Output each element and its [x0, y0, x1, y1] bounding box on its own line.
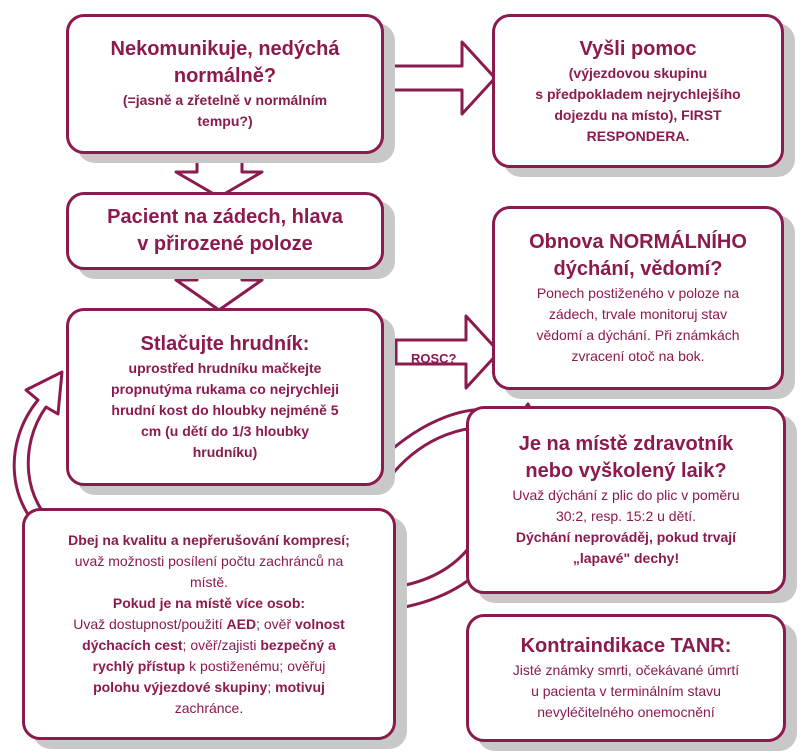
- box-trained-rescuer: [466, 406, 786, 594]
- box-trained-rescuer-line-1: Uvaž dýchání z plic do plic v poměru: [512, 487, 740, 503]
- quality-p2-line-2: [82, 635, 336, 656]
- box-chest-compressions-line-2: propnutýma rukama co nejrychleji: [111, 381, 339, 397]
- box-trained-rescuer-bold-1: Dýchání neprováděj, pokud trvají: [515, 529, 737, 545]
- arrow-start-to-help: [378, 42, 495, 114]
- box-rosc-line-4: zvracení otoč na bok.: [571, 348, 705, 364]
- box-rosc: [492, 206, 784, 390]
- box-chest-compressions-line-5: hrudníku): [192, 444, 258, 460]
- box-trained-rescuer-bold-2: „lapavé" dechy!: [572, 550, 680, 566]
- box-send-help-line-1: (výjezdovou skupinu: [568, 64, 708, 81]
- rosc-label: ROSC?: [411, 351, 457, 366]
- box-unresponsive-sub-2: tempu?): [197, 113, 253, 129]
- box-trained-rescuer-title-1: Je na místě zdravotník: [518, 433, 734, 455]
- quality-p2-line-1: [73, 614, 345, 635]
- box-patient-position: [66, 192, 384, 270]
- box-rosc-line-1: Ponech postiženého v poloze na: [536, 285, 740, 301]
- box-rosc-title-2: dýchání, vědomí?: [553, 258, 723, 280]
- quality-p1-line-2: uvaž možnosti posílení počtu zachránců na: [74, 552, 344, 569]
- box-patient-position-title-2: v přirozené poloze: [137, 233, 313, 255]
- box-contraindications-line-3: nevyléčitelného onemocnění: [537, 704, 715, 720]
- quality-p2-line-3: [93, 656, 326, 677]
- quality-p2-line-5: zachránce.: [174, 699, 244, 716]
- quality-p1-line-3: místě.: [189, 573, 229, 590]
- box-unresponsive-sub-1: (=jasně a zřetelně v normálním: [122, 92, 328, 108]
- quality-p1-line-1: Dbej na kvalitu a nepřerušování kompresí;: [68, 531, 350, 548]
- box-chest-compressions-line-3: hrudní kost do hloubky nejméně 5: [111, 402, 339, 418]
- quality-text: Uvaž dostupnost/použití: [73, 615, 227, 632]
- box-contraindications-title: Kontraindikace TANR:: [520, 635, 732, 657]
- quality-airway-1: volnost: [295, 615, 345, 632]
- box-patient-position-title-1: Pacient na zádech, hlava: [107, 206, 343, 228]
- box-contraindications-line-2: u pacienta v terminálním stavu: [531, 683, 721, 699]
- box-quality-compressions: [22, 508, 396, 740]
- quality-aed: AED: [226, 615, 257, 632]
- box-rosc-line-3: vědomí a dýchání. Při známkách: [536, 327, 740, 343]
- box-unresponsive: [66, 14, 384, 154]
- box-chest-compressions-line-4: cm (u dětí do 1/3 hloubky: [140, 423, 310, 439]
- box-unresponsive-title-2: normálně?: [173, 65, 277, 87]
- quality-p2-line-4: [93, 677, 325, 698]
- box-chest-compressions-line-1: uprostřed hrudníku mačkejte: [128, 360, 322, 376]
- box-rosc-title-1: Obnova NORMÁLNÍHO: [529, 231, 747, 253]
- quality-p2-heading: Pokud je na místě více osob:: [112, 594, 306, 611]
- box-send-help-line-2: s předpokladem nejrychlejšího: [535, 85, 741, 102]
- box-contraindications-line-1: Jisté známky smrti, očekávané úmrtí: [512, 662, 740, 678]
- box-trained-rescuer-title-2: nebo vyškolený laik?: [525, 460, 727, 482]
- quality-airway-2: dýchacích cest: [82, 636, 183, 653]
- box-rosc-line-2: zádech, trvale monitoruj stav: [548, 306, 728, 322]
- box-unresponsive-title-1: Nekomunikuje, nedýchá: [110, 38, 340, 60]
- quality-safe-access-1: bezpečný a: [260, 636, 336, 653]
- box-trained-rescuer-line-2: 30:2, resp. 15:2 u dětí.: [555, 508, 697, 524]
- box-chest-compressions-title: Stlačujte hrudník:: [140, 333, 310, 355]
- box-contraindications: [466, 614, 786, 742]
- arrow-start-to-position: [176, 150, 262, 197]
- quality-text: ;: [267, 678, 276, 695]
- box-send-help-title: Vyšli pomoc: [579, 37, 697, 60]
- quality-text: ; ověř/zajisti: [182, 636, 261, 653]
- quality-motivate: motivuj: [275, 678, 325, 695]
- quality-text: ; ověř: [256, 615, 295, 632]
- quality-text: k postiženému; ověřuj: [185, 657, 326, 674]
- box-chest-compressions: [66, 308, 384, 486]
- box-send-help-line-4: RESPONDERA.: [586, 127, 690, 144]
- box-send-help-line-3: dojezdu na místo), FIRST: [554, 106, 722, 123]
- quality-safe-access-2: rychlý přístup: [92, 657, 186, 674]
- quality-team-position: polohu výjezdové skupiny: [93, 678, 268, 695]
- box-send-help: [492, 14, 784, 168]
